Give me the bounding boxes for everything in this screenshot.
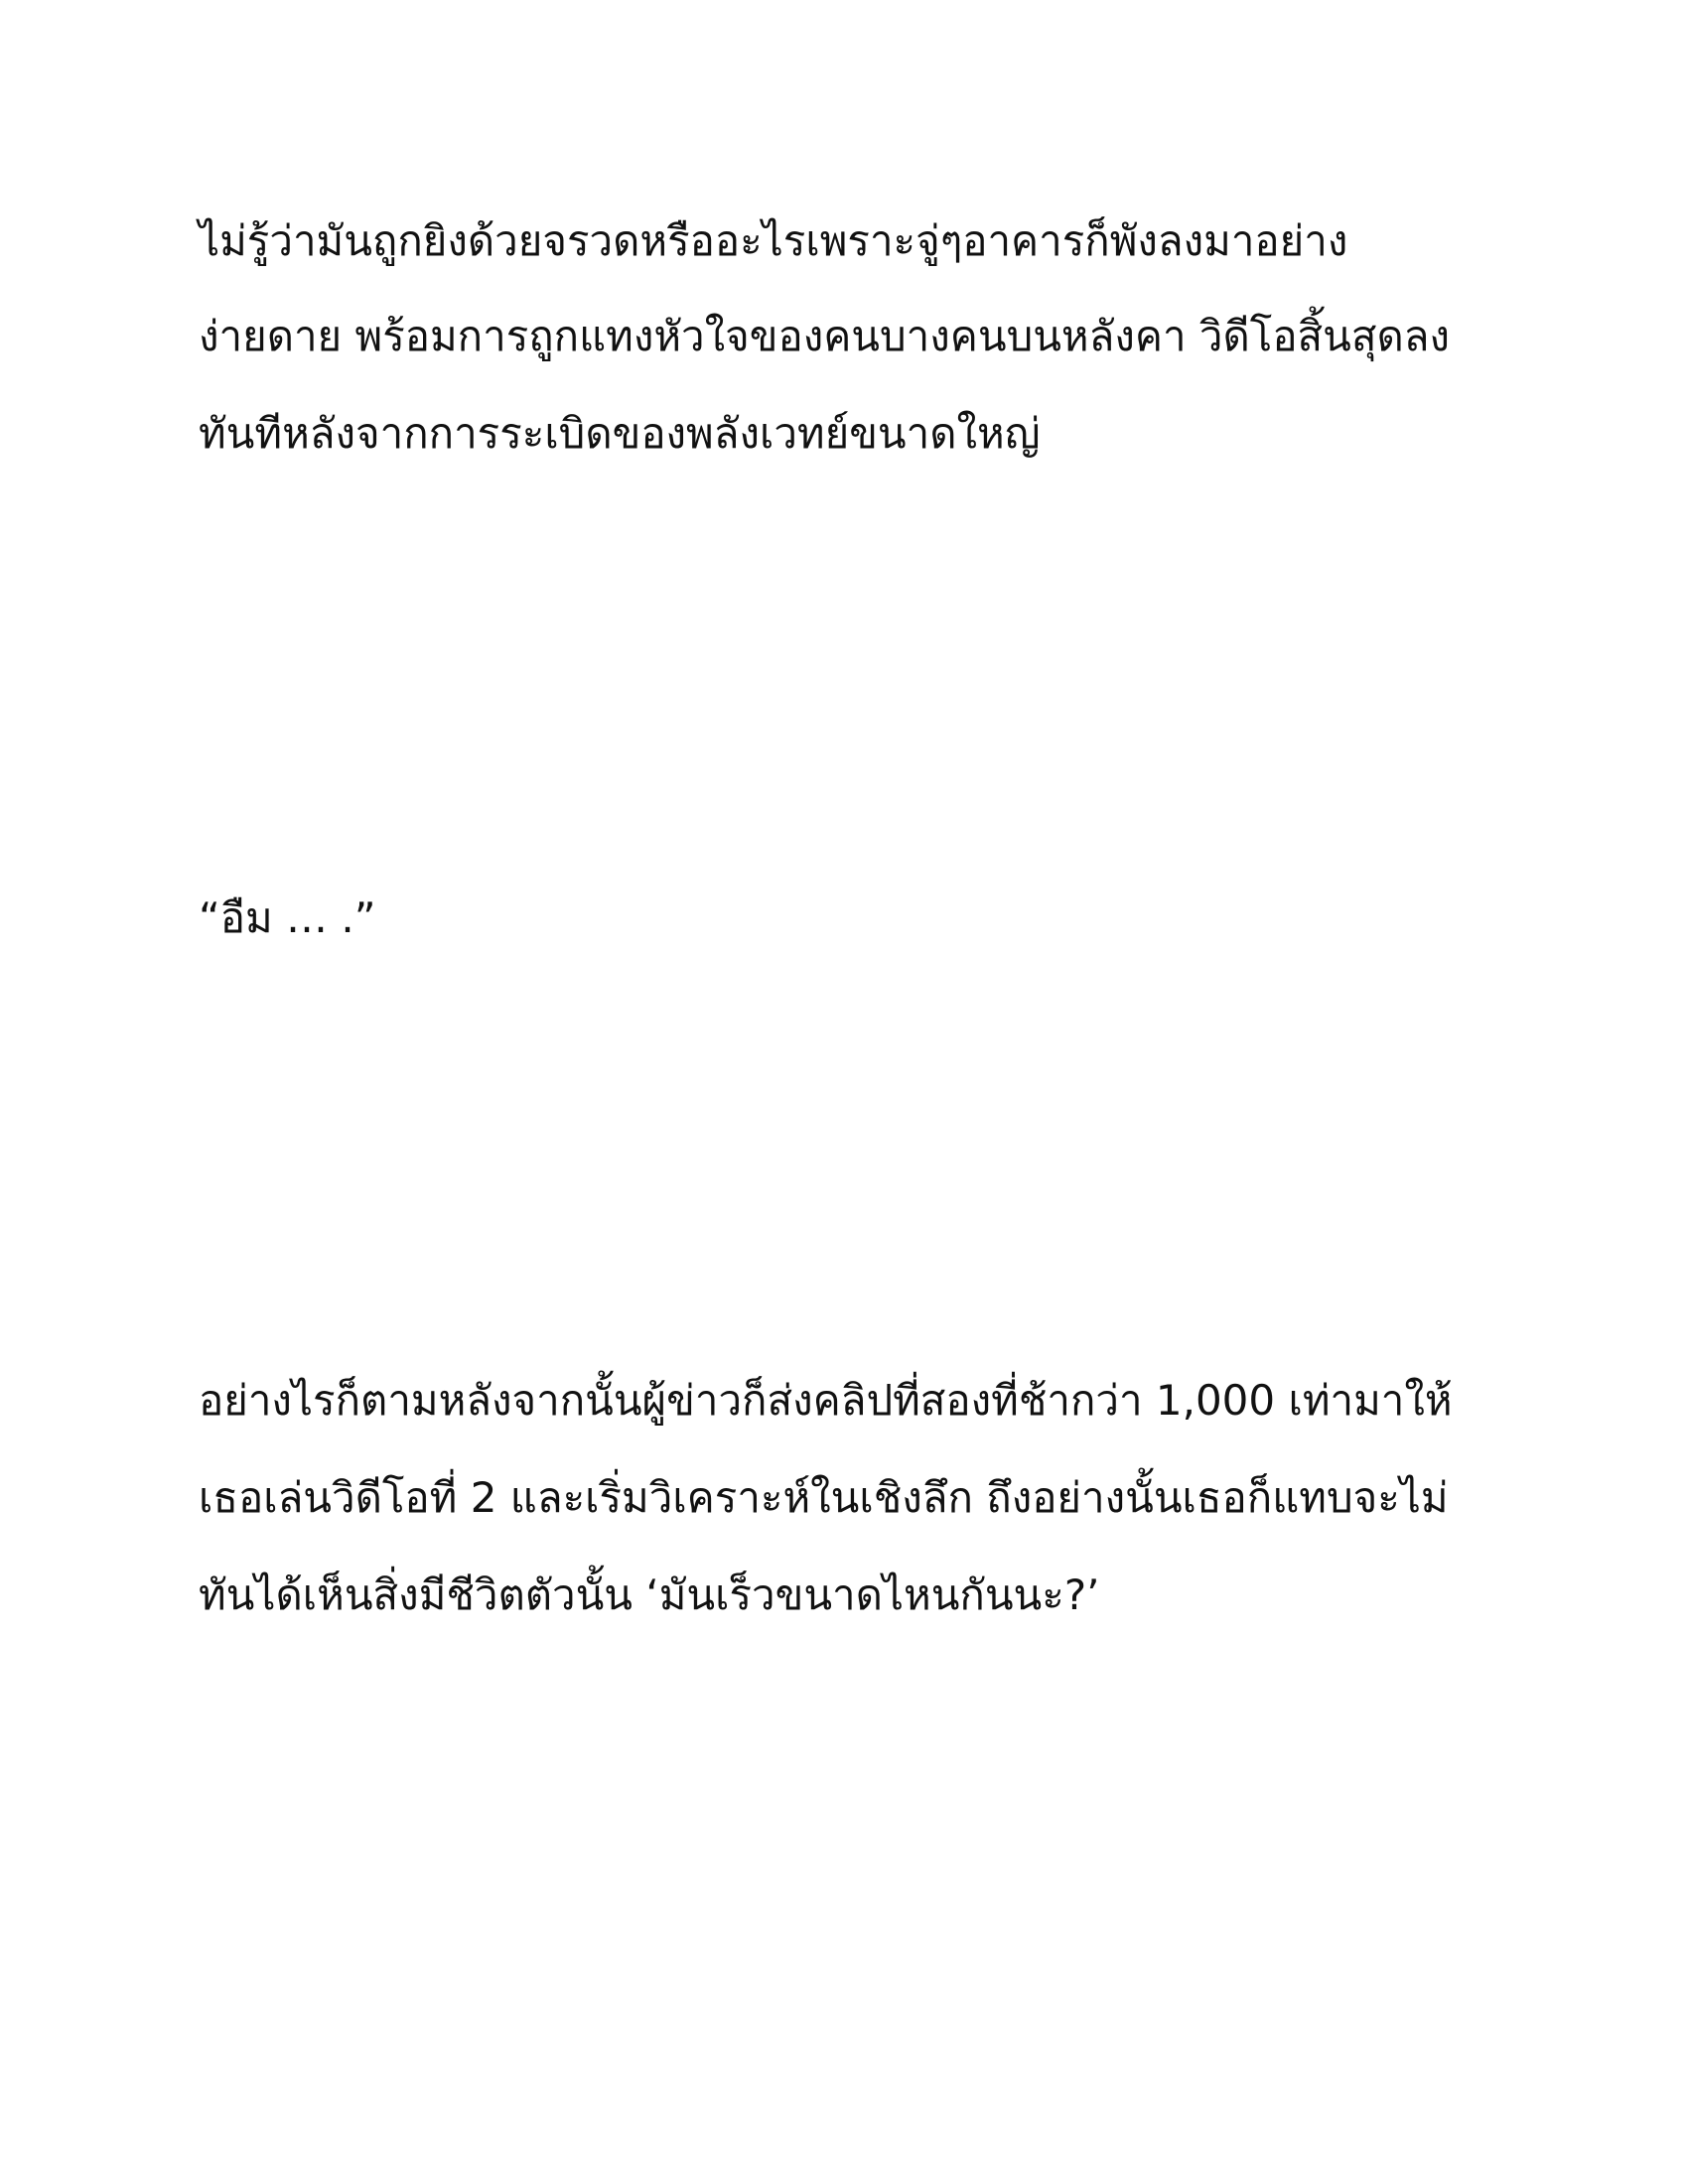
text-line: ทันได้เห็นสิ่งมีชีวิตตัวนั้น ‘มันเร็วขนาดไหนกันนะ?’: [199, 1570, 1100, 1619]
text-line: เธอเล่นวิดีโอที่ 2 และเริ่มวิเคราะห์ในเชิงลึก ถึงอย่างนั้นเธอก็แทบจะไม่: [199, 1473, 1449, 1522]
text-line: ไม่รู้ว่ามันถูกยิงด้วยจรวดหรืออะไรเพราะจู่ๆอาคารก็พังลงมาอย่าง: [199, 216, 1348, 265]
text-line: ง่ายดาย พร้อมการถูกแทงหัวใจของคนบางคนบนหลังคา วิดีโอสิ้นสุดลง: [199, 312, 1451, 360]
text-line: อย่างไรก็ตามหลังจากนั้นผู้ข่าวก็ส่งคลิปที่สองที่ช้ากว่า 1,000 เท่ามาให้: [199, 1376, 1453, 1425]
dialogue-line: “อืม … .”: [199, 893, 376, 942]
text-line: ทันทีหลังจากการระเบิดของพลังเวทย์ขนาดใหญ่: [199, 409, 1041, 458]
